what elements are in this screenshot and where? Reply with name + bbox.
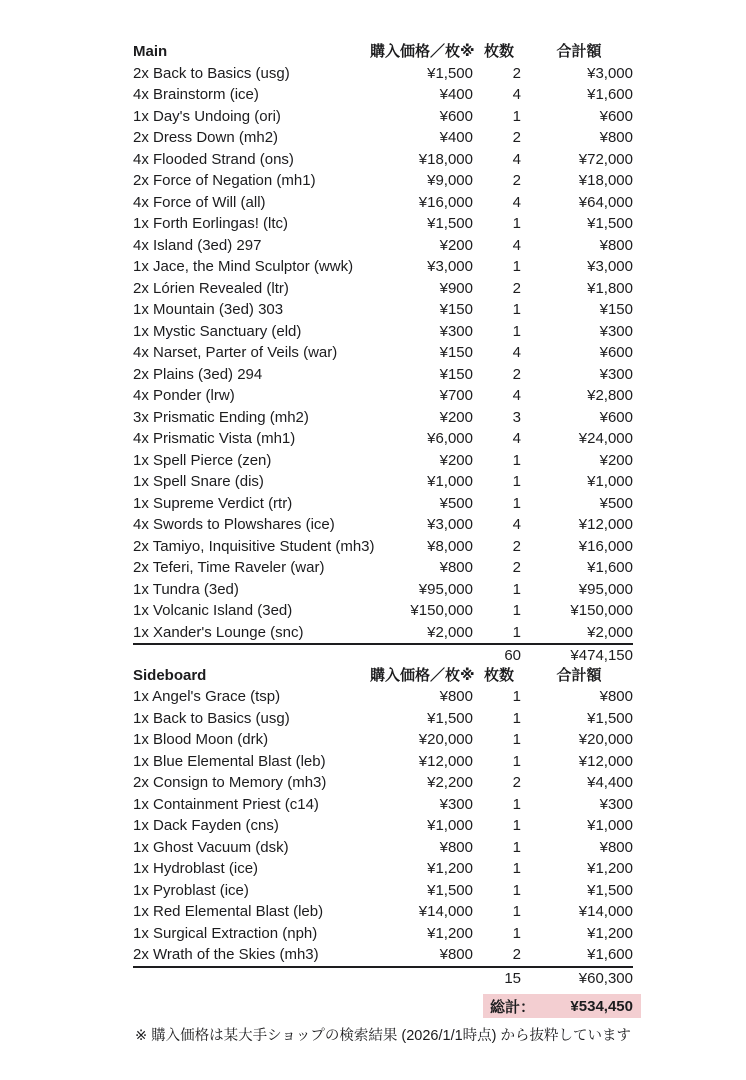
card-quantity: 1 [512, 301, 521, 318]
card-unit-price: ¥150 [439, 301, 473, 318]
card-quantity: 1 [512, 602, 521, 619]
sideboard-subtotal-quantity: 15 [504, 969, 521, 987]
column-header-total: 合計額 [556, 43, 602, 60]
card-name: 4x Narset, Parter of Veils (war) [133, 344, 338, 361]
card-name: 1x Blood Moon (drk) [133, 731, 269, 748]
card-name: 2x Lórien Revealed (ltr) [133, 279, 289, 297]
main-subtotal-amount: ¥474,150 [570, 647, 633, 664]
card-total-price: ¥3,000 [587, 258, 633, 275]
card-quantity: 1 [512, 817, 521, 834]
card-unit-price: ¥20,000 [418, 731, 473, 748]
card-total-price: ¥800 [599, 838, 633, 856]
card-unit-price: ¥3,000 [427, 516, 473, 533]
card-row [133, 407, 633, 429]
card-quantity: 1 [512, 903, 521, 920]
card-row [133, 278, 633, 300]
card-row [133, 299, 633, 321]
card-row [133, 729, 633, 751]
card-total-price: ¥1,200 [587, 924, 633, 942]
card-quantity: 4 [512, 150, 521, 168]
card-unit-price: ¥800 [439, 946, 473, 963]
card-total-price: ¥600 [599, 408, 633, 426]
card-total-price: ¥1,200 [587, 860, 633, 877]
card-quantity: 1 [512, 709, 521, 727]
card-row [133, 84, 633, 106]
card-quantity: 1 [512, 215, 521, 232]
card-quantity: 2 [512, 64, 521, 82]
grand-total-row [133, 994, 641, 1018]
card-name: 4x Flooded Strand (ons) [133, 150, 294, 168]
card-unit-price: ¥6,000 [427, 430, 473, 447]
card-quantity: 1 [512, 258, 521, 275]
card-name: 1x Jace, the Mind Sculptor (wwk) [133, 258, 354, 275]
card-unit-price: ¥200 [439, 451, 473, 469]
card-row [133, 751, 633, 773]
card-row [133, 772, 633, 794]
card-unit-price: ¥150 [439, 344, 473, 361]
card-unit-price: ¥400 [439, 86, 473, 103]
card-quantity: 2 [512, 559, 521, 576]
card-unit-price: ¥200 [439, 408, 473, 426]
main-card-rows [133, 63, 633, 644]
card-quantity: 2 [512, 365, 521, 383]
card-row [133, 858, 633, 880]
card-total-price: ¥200 [599, 451, 633, 469]
card-unit-price: ¥3,000 [427, 258, 473, 275]
card-quantity: 1 [512, 451, 521, 469]
sideboard-subtotal-row [133, 966, 633, 988]
card-total-price: ¥16,000 [578, 537, 633, 555]
card-row [133, 944, 633, 966]
card-row [133, 880, 633, 902]
sideboard-card-rows [133, 686, 633, 966]
card-quantity: 4 [512, 516, 521, 533]
grand-total-row-highlight [483, 994, 641, 1018]
card-quantity: 1 [512, 494, 521, 512]
card-total-price: ¥1,000 [587, 473, 633, 490]
card-unit-price: ¥1,200 [427, 924, 473, 942]
card-name: 1x Volcanic Island (3ed) [133, 602, 293, 619]
card-quantity: 4 [512, 193, 521, 211]
card-name: 1x Xander's Lounge (snc) [133, 623, 304, 641]
card-quantity: 1 [512, 623, 521, 641]
card-name: 1x Supreme Verdict (rtr) [133, 494, 293, 512]
column-header-qty: 枚数 [483, 43, 514, 60]
card-unit-price: ¥9,000 [427, 172, 473, 189]
card-row [133, 708, 633, 730]
card-name: 4x Island (3ed) 297 [133, 236, 262, 254]
card-name: 1x Tundra (3ed) [133, 580, 239, 598]
card-name: 2x Wrath of the Skies (mh3) [133, 946, 319, 963]
card-row [133, 342, 633, 364]
card-row [133, 106, 633, 128]
card-row [133, 493, 633, 515]
card-total-price: ¥600 [599, 344, 633, 361]
card-total-price: ¥500 [599, 494, 633, 512]
card-quantity: 1 [512, 580, 521, 598]
card-total-price: ¥18,000 [578, 172, 633, 189]
card-name: 1x Forth Eorlingas! (ltc) [133, 215, 289, 232]
main-subtotal-quantity: 60 [504, 647, 521, 664]
card-quantity: 4 [512, 387, 521, 404]
grand-total-amount: ¥534,450 [570, 997, 633, 1015]
card-unit-price: ¥300 [439, 322, 473, 340]
card-quantity: 1 [512, 322, 521, 340]
card-total-price: ¥800 [599, 129, 633, 146]
card-unit-price: ¥18,000 [418, 150, 473, 168]
card-unit-price: ¥600 [439, 107, 473, 125]
card-total-price: ¥12,000 [578, 752, 633, 770]
card-row [133, 622, 633, 644]
card-name: 1x Pyroblast (ice) [133, 881, 249, 899]
card-unit-price: ¥8,000 [427, 537, 473, 555]
card-quantity: 2 [512, 172, 521, 189]
card-unit-price: ¥1,500 [427, 215, 473, 232]
card-unit-price: ¥500 [439, 494, 473, 512]
section-title-main: Main [133, 43, 168, 60]
card-name: 4x Brainstorm (ice) [133, 86, 259, 103]
card-name: 2x Force of Negation (mh1) [133, 172, 316, 189]
card-name: 1x Blue Elemental Blast (leb) [133, 752, 326, 770]
card-unit-price: ¥200 [439, 236, 473, 254]
card-name: 2x Back to Basics (usg) [133, 64, 290, 82]
column-header-price: 購入価格／枚※ [370, 43, 475, 60]
deck-price-table [133, 41, 633, 1045]
card-name: 4x Prismatic Vista (mh1) [133, 430, 296, 447]
card-row [133, 600, 633, 622]
card-row [133, 514, 633, 536]
card-total-price: ¥2,800 [587, 387, 633, 404]
card-total-price: ¥800 [599, 688, 633, 705]
card-total-price: ¥72,000 [578, 150, 633, 168]
card-row [133, 63, 633, 85]
card-total-price: ¥600 [599, 107, 633, 125]
card-unit-price: ¥800 [439, 559, 473, 576]
column-header-total-sb: 合計額 [556, 666, 602, 684]
card-quantity: 4 [512, 236, 521, 254]
card-total-price: ¥14,000 [578, 903, 633, 920]
card-unit-price: ¥1,000 [427, 817, 473, 834]
card-total-price: ¥1,500 [587, 709, 633, 727]
card-row [133, 686, 633, 708]
card-name: 4x Swords to Plowshares (ice) [133, 516, 335, 533]
card-row [133, 385, 633, 407]
card-total-price: ¥1,600 [587, 86, 633, 103]
card-quantity: 1 [512, 924, 521, 942]
section-title-sideboard: Sideboard [133, 666, 207, 684]
card-total-price: ¥300 [599, 322, 633, 340]
card-unit-price: ¥1,000 [427, 473, 473, 490]
card-quantity: 1 [512, 752, 521, 770]
card-total-price: ¥4,400 [587, 774, 633, 791]
sideboard-header-row [133, 665, 633, 687]
card-unit-price: ¥16,000 [418, 193, 473, 211]
card-total-price: ¥2,000 [587, 623, 633, 641]
card-name: 1x Containment Priest (c14) [133, 795, 319, 813]
card-name: 4x Ponder (lrw) [133, 387, 235, 404]
card-row [133, 923, 633, 945]
card-total-price: ¥150,000 [570, 602, 633, 619]
card-total-price: ¥800 [599, 236, 633, 254]
card-row [133, 471, 633, 493]
card-row [133, 579, 633, 601]
card-quantity: 2 [512, 129, 521, 146]
card-name: 2x Dress Down (mh2) [133, 129, 279, 146]
card-name: 1x Surgical Extraction (nph) [133, 924, 318, 942]
card-row [133, 127, 633, 149]
card-quantity: 2 [512, 774, 521, 791]
card-name: 2x Tamiyo, Inquisitive Student (mh3) [133, 537, 375, 555]
card-name: 1x Hydroblast (ice) [133, 860, 259, 877]
card-row [133, 192, 633, 214]
card-total-price: ¥1,600 [587, 559, 633, 576]
card-total-price: ¥300 [599, 795, 633, 813]
card-quantity: 1 [512, 860, 521, 877]
price-source-footnote: ※ 購入価格は某大手ショップの検索結果 (2026/1/1時点) から抜粋しています [135, 1028, 632, 1044]
card-name: 2x Plains (3ed) 294 [133, 365, 263, 383]
card-unit-price: ¥150,000 [410, 602, 473, 619]
card-total-price: ¥300 [599, 365, 633, 383]
card-quantity: 4 [512, 430, 521, 447]
card-row [133, 235, 633, 257]
card-unit-price: ¥400 [439, 129, 473, 146]
card-unit-price: ¥1,500 [427, 881, 473, 899]
card-total-price: ¥64,000 [578, 193, 633, 211]
card-unit-price: ¥2,200 [427, 774, 473, 791]
card-unit-price: ¥800 [439, 688, 473, 705]
card-quantity: 1 [512, 731, 521, 748]
grand-total-label: 総計： [490, 998, 536, 1016]
card-row [133, 213, 633, 235]
card-total-price: ¥1,600 [587, 946, 633, 963]
card-unit-price: ¥1,200 [427, 860, 473, 877]
card-total-price: ¥1,500 [587, 215, 633, 232]
card-name: 1x Day's Undoing (ori) [133, 107, 281, 125]
card-quantity: 4 [512, 86, 521, 103]
card-quantity: 4 [512, 344, 521, 361]
card-row [133, 837, 633, 859]
card-unit-price: ¥900 [439, 279, 473, 297]
card-name: 1x Dack Fayden (cns) [133, 817, 279, 834]
card-name: 2x Consign to Memory (mh3) [133, 774, 327, 791]
card-unit-price: ¥150 [439, 365, 473, 383]
column-header-price-sb: 購入価格／枚※ [370, 666, 475, 684]
main-header-row [133, 41, 633, 63]
sideboard-subtotal-amount: ¥60,300 [578, 969, 633, 987]
card-quantity: 1 [512, 688, 521, 705]
card-total-price: ¥95,000 [578, 580, 633, 598]
card-unit-price: ¥700 [439, 387, 473, 404]
card-row [133, 256, 633, 278]
card-total-price: ¥1,500 [587, 881, 633, 899]
card-unit-price: ¥14,000 [418, 903, 473, 920]
card-quantity: 1 [512, 107, 521, 125]
card-name: 1x Mountain (3ed) 303 [133, 301, 284, 318]
card-name: 1x Red Elemental Blast (leb) [133, 903, 324, 920]
card-total-price: ¥1,800 [587, 279, 633, 297]
card-name: 1x Back to Basics (usg) [133, 709, 290, 727]
card-name: 1x Spell Pierce (zen) [133, 451, 272, 469]
card-row [133, 794, 633, 816]
card-row [133, 557, 633, 579]
card-total-price: ¥1,000 [587, 817, 633, 834]
card-row [133, 170, 633, 192]
card-unit-price: ¥12,000 [418, 752, 473, 770]
card-row [133, 450, 633, 472]
card-total-price: ¥20,000 [578, 731, 633, 748]
card-total-price: ¥150 [599, 301, 633, 318]
card-unit-price: ¥95,000 [418, 580, 473, 598]
card-row [133, 149, 633, 171]
card-name: 1x Angel's Grace (tsp) [133, 688, 281, 705]
card-unit-price: ¥1,500 [427, 64, 473, 82]
card-total-price: ¥24,000 [578, 430, 633, 447]
card-name: 4x Force of Will (all) [133, 193, 266, 211]
card-quantity: 1 [512, 838, 521, 856]
card-quantity: 3 [512, 408, 521, 426]
card-row [133, 364, 633, 386]
card-quantity: 1 [512, 795, 521, 813]
card-row [133, 815, 633, 837]
card-row [133, 536, 633, 558]
main-subtotal-row [133, 643, 633, 665]
card-name: 1x Ghost Vacuum (dsk) [133, 838, 289, 856]
card-row [133, 321, 633, 343]
card-row [133, 901, 633, 923]
card-quantity: 1 [512, 473, 521, 490]
card-quantity: 1 [512, 881, 521, 899]
card-quantity: 2 [512, 537, 521, 555]
card-name: 1x Spell Snare (dis) [133, 473, 264, 490]
card-quantity: 2 [512, 946, 521, 963]
column-header-qty-sb: 枚数 [483, 666, 514, 684]
card-total-price: ¥12,000 [578, 516, 633, 533]
card-unit-price: ¥1,500 [427, 709, 473, 727]
card-unit-price: ¥800 [439, 838, 473, 856]
card-quantity: 2 [512, 279, 521, 297]
card-name: 2x Teferi, Time Raveler (war) [133, 559, 325, 576]
card-name: 3x Prismatic Ending (mh2) [133, 408, 309, 426]
card-total-price: ¥3,000 [587, 64, 633, 82]
card-name: 1x Mystic Sanctuary (eld) [133, 322, 302, 340]
card-unit-price: ¥2,000 [427, 623, 473, 641]
card-unit-price: ¥300 [439, 795, 473, 813]
card-row [133, 428, 633, 450]
